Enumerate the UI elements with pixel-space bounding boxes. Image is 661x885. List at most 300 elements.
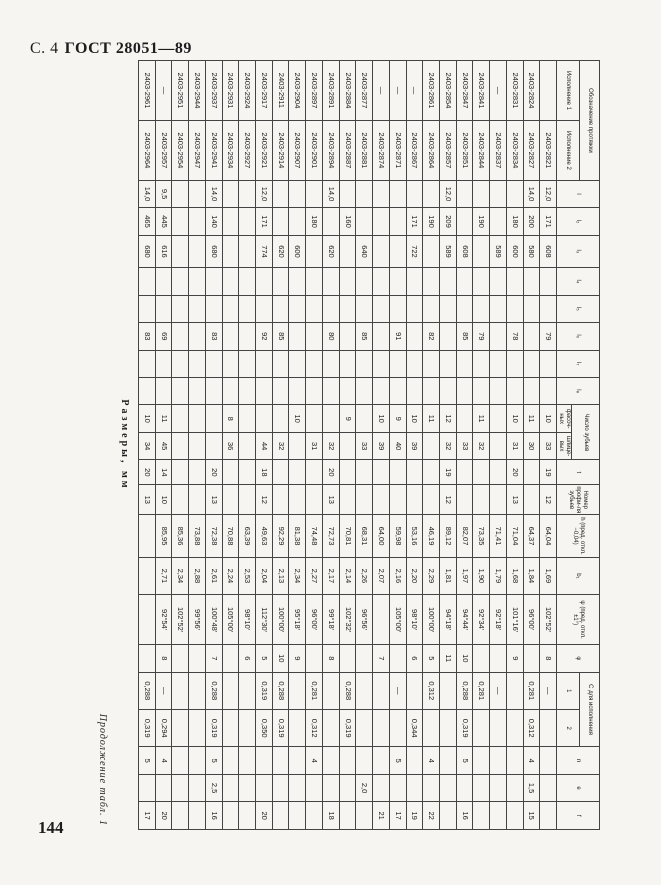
cell-chamfer <box>189 405 206 432</box>
cell-h: 64,04 <box>540 515 557 557</box>
col-l2-header: l₂ <box>557 208 600 235</box>
cell-f <box>189 802 206 830</box>
cell-f: 20 <box>155 802 172 830</box>
cell-b1: 2,34 <box>172 557 189 594</box>
cell-spline <box>339 432 356 459</box>
cell-l2: 160 <box>339 208 356 235</box>
cell-profile <box>222 485 239 515</box>
cell-l3: 722 <box>406 235 423 267</box>
standard-title: ГОСТ 28051—89 <box>64 40 192 57</box>
cell-l5 <box>373 295 390 322</box>
cell-profile <box>523 485 540 515</box>
cell-c1: 0,281 <box>306 672 323 709</box>
cell-n <box>439 747 456 774</box>
cell-l: 12,0 <box>540 180 557 207</box>
cell-phi: 11 <box>439 645 456 672</box>
cell-c1 <box>222 672 239 709</box>
cell-l3: 580 <box>523 235 540 267</box>
cell-l2 <box>356 208 373 235</box>
cell-l7 <box>256 350 273 377</box>
cell-exec1: — <box>155 61 172 121</box>
cell-phi: 10 <box>456 645 473 672</box>
cell-chamfer: 11 <box>155 405 172 432</box>
cell-exec1 <box>540 61 557 121</box>
table-row <box>406 61 423 830</box>
cell-l8 <box>406 377 423 404</box>
cell-l <box>239 180 256 207</box>
cell-l5 <box>490 295 507 322</box>
cell-phi: 8 <box>155 645 172 672</box>
cell-l4 <box>523 268 540 295</box>
designation-header: Обозначение протяжки <box>580 61 600 181</box>
cell-l3: 616 <box>155 235 172 267</box>
cell-profile <box>490 485 507 515</box>
cell-l2: 190 <box>423 208 440 235</box>
cell-l4 <box>423 268 440 295</box>
table-row <box>139 61 156 830</box>
cell-psi: 92°54' <box>155 595 172 645</box>
cell-exec1: — <box>389 61 406 121</box>
cell-exec1: — <box>406 61 423 121</box>
cell-l7 <box>373 350 390 377</box>
cell-spline: 32 <box>272 432 289 459</box>
cell-f: 19 <box>406 802 423 830</box>
cell-exec1: 2403-2931 <box>222 61 239 121</box>
cell-c1: — <box>540 672 557 709</box>
cell-n <box>540 747 557 774</box>
cell-h: 82,07 <box>456 515 473 557</box>
cell-l2 <box>389 208 406 235</box>
cell-exec1: 2403-2891 <box>322 61 339 121</box>
cell-phi: 8 <box>322 645 339 672</box>
cell-exec2: 2403-2867 <box>406 120 423 180</box>
cell-l <box>423 180 440 207</box>
table-row <box>373 61 390 830</box>
cell-t <box>306 460 323 485</box>
cell-h: 74,48 <box>306 515 323 557</box>
cell-e <box>172 774 189 801</box>
cell-h: 85,95 <box>155 515 172 557</box>
cell-spline <box>423 432 440 459</box>
cell-h: 70,88 <box>222 515 239 557</box>
cell-exec2: 2403-2914 <box>272 120 289 180</box>
cell-phi <box>389 645 406 672</box>
cell-exec2: 2403-2871 <box>389 120 406 180</box>
cell-l2 <box>272 208 289 235</box>
col-e-header: e <box>557 774 600 801</box>
cell-l5 <box>239 295 256 322</box>
cell-l7 <box>172 350 189 377</box>
cell-l8 <box>239 377 256 404</box>
cell-spline <box>205 432 222 459</box>
cell-l2: 209 <box>439 208 456 235</box>
cell-l5 <box>456 295 473 322</box>
cell-l6 <box>222 323 239 350</box>
table-continuation-label: Продолжение табл. 1 <box>97 713 108 826</box>
cell-l8 <box>456 377 473 404</box>
dimensions-table <box>138 60 600 830</box>
cell-f <box>172 802 189 830</box>
cell-spline <box>490 432 507 459</box>
cell-h: 64,37 <box>523 515 540 557</box>
cell-h: 71,41 <box>490 515 507 557</box>
cell-psi: 99°56' <box>189 595 206 645</box>
cell-h: 85,36 <box>172 515 189 557</box>
cell-l4 <box>205 268 222 295</box>
cell-psi: 102°32' <box>339 595 356 645</box>
cell-c2 <box>423 709 440 746</box>
cell-l8 <box>506 377 523 404</box>
cell-c1 <box>356 672 373 709</box>
cell-c2: 0,319 <box>339 709 356 746</box>
cell-spline <box>189 432 206 459</box>
cell-l2 <box>189 208 206 235</box>
cell-l4 <box>272 268 289 295</box>
cell-spline: 34 <box>139 432 156 459</box>
cell-profile: 12 <box>256 485 273 515</box>
cell-spline: 31 <box>506 432 523 459</box>
cell-l2: 171 <box>256 208 273 235</box>
cell-psi: 112°30' <box>256 595 273 645</box>
cell-t <box>222 460 239 485</box>
cell-l3: 680 <box>139 235 156 267</box>
cell-psi: 105°00' <box>389 595 406 645</box>
cell-l3 <box>339 235 356 267</box>
cell-profile: 13 <box>205 485 222 515</box>
cell-profile <box>306 485 323 515</box>
cell-t: 20 <box>506 460 523 485</box>
cell-n <box>506 747 523 774</box>
cell-c1: 0,288 <box>339 672 356 709</box>
cell-l5 <box>389 295 406 322</box>
cell-phi <box>523 645 540 672</box>
cell-e <box>439 774 456 801</box>
cell-profile <box>356 485 373 515</box>
cell-e <box>406 774 423 801</box>
cell-l4 <box>456 268 473 295</box>
exec1-header: Исполнение 1 <box>557 61 580 121</box>
cell-l5 <box>155 295 172 322</box>
cell-exec2: 2403-2921 <box>256 120 273 180</box>
table-row <box>339 61 356 830</box>
cell-e <box>456 774 473 801</box>
cell-l7 <box>506 350 523 377</box>
cell-e <box>373 774 390 801</box>
cell-f <box>272 802 289 830</box>
cell-e <box>540 774 557 801</box>
cell-n: 4 <box>155 747 172 774</box>
cell-c1 <box>289 672 306 709</box>
cell-l6: 83 <box>205 323 222 350</box>
cell-l6: 79 <box>473 323 490 350</box>
cell-spline: 33 <box>456 432 473 459</box>
table-row <box>205 61 222 830</box>
cell-chamfer: 10 <box>540 405 557 432</box>
cell-l6 <box>239 323 256 350</box>
cell-chamfer <box>256 405 273 432</box>
cell-phi: 10 <box>272 645 289 672</box>
c2-header: 2 <box>557 709 580 746</box>
cell-f: 17 <box>389 802 406 830</box>
table-row <box>456 61 473 830</box>
cell-l3 <box>473 235 490 267</box>
table-row <box>222 61 239 830</box>
cell-l4 <box>139 268 156 295</box>
cell-l4 <box>339 268 356 295</box>
cell-l6 <box>490 323 507 350</box>
cell-l2 <box>456 208 473 235</box>
cell-psi: 95°18' <box>289 595 306 645</box>
cell-l <box>373 180 390 207</box>
cell-exec2: 2403-2887 <box>339 120 356 180</box>
cell-profile <box>406 485 423 515</box>
cell-profile <box>473 485 490 515</box>
cell-b1: 2,20 <box>406 557 423 594</box>
cell-exec1: 2403-2824 <box>523 61 540 121</box>
cell-l <box>473 180 490 207</box>
table-row <box>356 61 373 830</box>
cell-f: 18 <box>322 802 339 830</box>
cell-c2 <box>239 709 256 746</box>
cell-e <box>272 774 289 801</box>
cell-l7 <box>356 350 373 377</box>
cell-e <box>239 774 256 801</box>
cell-l6 <box>406 323 423 350</box>
cell-exec1: 2403-2917 <box>256 61 273 121</box>
cell-exec1: — <box>490 61 507 121</box>
cell-l8 <box>289 377 306 404</box>
cell-l3 <box>423 235 440 267</box>
cell-l8 <box>155 377 172 404</box>
cell-n: 5 <box>205 747 222 774</box>
cell-exec2: 2403-2857 <box>439 120 456 180</box>
cell-c2 <box>172 709 189 746</box>
cell-profile <box>373 485 390 515</box>
cell-l <box>389 180 406 207</box>
cell-exec2: 2403-2844 <box>473 120 490 180</box>
cell-f <box>506 802 523 830</box>
cell-l4 <box>540 268 557 295</box>
cell-h: 81,38 <box>289 515 306 557</box>
cell-b1: 1,79 <box>490 557 507 594</box>
cell-l <box>289 180 306 207</box>
cell-l3 <box>373 235 390 267</box>
cell-chamfer <box>356 405 373 432</box>
cell-n <box>256 747 273 774</box>
cell-b1: 1,90 <box>473 557 490 594</box>
exec2-header: Исполнение 2 <box>557 120 580 180</box>
cell-c1 <box>239 672 256 709</box>
cell-exec1: 2403-2884 <box>339 61 356 121</box>
cell-l8 <box>322 377 339 404</box>
cell-c2: 0,312 <box>306 709 323 746</box>
cell-l3 <box>306 235 323 267</box>
cell-l5 <box>222 295 239 322</box>
cell-f <box>339 802 356 830</box>
cell-l5 <box>356 295 373 322</box>
cell-t <box>272 460 289 485</box>
cell-l2: 445 <box>155 208 172 235</box>
table-row <box>540 61 557 830</box>
cell-l <box>306 180 323 207</box>
col-t-header: t <box>557 460 600 485</box>
cell-n <box>322 747 339 774</box>
cell-n <box>222 747 239 774</box>
cell-l2: 200 <box>523 208 540 235</box>
col-l4-header: l₄ <box>557 268 600 295</box>
cell-l5 <box>139 295 156 322</box>
cell-chamfer: 9 <box>389 405 406 432</box>
cell-e <box>139 774 156 801</box>
cell-t <box>373 460 390 485</box>
cell-l <box>272 180 289 207</box>
cell-exec2: 2403-2954 <box>172 120 189 180</box>
cell-c2 <box>189 709 206 746</box>
cell-spline: 36 <box>222 432 239 459</box>
cell-spline: 33 <box>540 432 557 459</box>
cell-l3: 600 <box>506 235 523 267</box>
col-profile-header: Номер профи-ля зубьев <box>557 485 600 515</box>
cell-l7 <box>389 350 406 377</box>
cell-l2 <box>322 208 339 235</box>
cell-h: 53,16 <box>406 515 423 557</box>
cell-chamfer <box>322 405 339 432</box>
cell-c1 <box>406 672 423 709</box>
cell-t <box>356 460 373 485</box>
cell-l3: 600 <box>289 235 306 267</box>
cell-t <box>490 460 507 485</box>
cell-c2 <box>322 709 339 746</box>
cell-f <box>490 802 507 830</box>
cell-f <box>222 802 239 830</box>
col-b1-header: b₁ <box>557 557 600 594</box>
cell-l3: 608 <box>456 235 473 267</box>
cell-n: 4 <box>423 747 440 774</box>
cell-l8 <box>339 377 356 404</box>
cell-l8 <box>373 377 390 404</box>
cell-l6 <box>439 323 456 350</box>
cell-l5 <box>322 295 339 322</box>
cell-h: 73,35 <box>473 515 490 557</box>
cell-t <box>423 460 440 485</box>
cell-exec1: 2403-2924 <box>239 61 256 121</box>
cell-t <box>523 460 540 485</box>
cell-chamfer <box>490 405 507 432</box>
page-header-prefix: С. 4 <box>30 40 59 57</box>
cell-l4 <box>172 268 189 295</box>
cell-l: 12,0 <box>256 180 273 207</box>
cell-l7 <box>490 350 507 377</box>
cell-b1: 1,84 <box>523 557 540 594</box>
cell-l2 <box>239 208 256 235</box>
cell-b1: 2,88 <box>189 557 206 594</box>
cell-psi: 100°00' <box>272 595 289 645</box>
cell-profile <box>172 485 189 515</box>
cell-l5 <box>272 295 289 322</box>
cell-exec2: 2403-2894 <box>322 120 339 180</box>
cell-l3 <box>189 235 206 267</box>
cell-c2: 0,312 <box>523 709 540 746</box>
cell-psi: 98°10' <box>239 595 256 645</box>
cell-l2 <box>490 208 507 235</box>
table-caption: Размеры, мм <box>119 399 130 491</box>
cell-exec2: 2403-2941 <box>205 120 222 180</box>
cell-b1: 2,29 <box>423 557 440 594</box>
cell-b1: 2,26 <box>356 557 373 594</box>
cell-h: 72,38 <box>205 515 222 557</box>
cell-l6: 79 <box>540 323 557 350</box>
cell-profile: 12 <box>439 485 456 515</box>
cell-l6: 85 <box>272 323 289 350</box>
cell-phi <box>222 645 239 672</box>
cell-c2: 0,294 <box>155 709 172 746</box>
cell-phi: 7 <box>373 645 390 672</box>
cell-chamfer <box>239 405 256 432</box>
cell-l8 <box>189 377 206 404</box>
cell-l4 <box>239 268 256 295</box>
cell-b1: 2,61 <box>205 557 222 594</box>
cell-h: 59,98 <box>389 515 406 557</box>
cell-n <box>289 747 306 774</box>
cell-exec1: 2403-2847 <box>456 61 473 121</box>
cell-phi: 9 <box>506 645 523 672</box>
cell-spline: 31 <box>306 432 323 459</box>
cell-l: 14,0 <box>205 180 222 207</box>
cell-psi: 101°16' <box>506 595 523 645</box>
cell-l7 <box>289 350 306 377</box>
cell-c2: 0,319 <box>456 709 473 746</box>
cell-exec1: — <box>373 61 390 121</box>
col-phi-header: φ <box>557 645 600 672</box>
cell-l3: 680 <box>205 235 222 267</box>
cell-exec2: 2403-2851 <box>456 120 473 180</box>
cell-n <box>189 747 206 774</box>
cell-exec1: 2403-2904 <box>289 61 306 121</box>
cell-chamfer: 10 <box>289 405 306 432</box>
cell-spline <box>172 432 189 459</box>
cell-spline <box>239 432 256 459</box>
cell-l6 <box>306 323 323 350</box>
cell-c2: 0,319 <box>272 709 289 746</box>
cell-l5 <box>406 295 423 322</box>
cell-f <box>239 802 256 830</box>
cell-l3: 774 <box>256 235 273 267</box>
cell-chamfer <box>205 405 222 432</box>
cell-l4 <box>322 268 339 295</box>
cell-l7 <box>456 350 473 377</box>
cell-spline: 39 <box>373 432 390 459</box>
cell-l2: 171 <box>406 208 423 235</box>
cell-l6 <box>373 323 390 350</box>
cell-l6 <box>523 323 540 350</box>
cell-e <box>423 774 440 801</box>
cell-psi: 100°00' <box>423 595 440 645</box>
spline-teeth-header: шлице-вых <box>557 432 572 459</box>
cell-l5 <box>339 295 356 322</box>
cell-profile <box>239 485 256 515</box>
cell-psi: 96°00' <box>523 595 540 645</box>
cell-chamfer: 10 <box>139 405 156 432</box>
cell-e <box>189 774 206 801</box>
cell-l7 <box>540 350 557 377</box>
cell-h: 71,04 <box>506 515 523 557</box>
cell-profile <box>456 485 473 515</box>
cell-c2: 0,350 <box>256 709 273 746</box>
cell-l7 <box>322 350 339 377</box>
cell-l4 <box>155 268 172 295</box>
cell-l4 <box>439 268 456 295</box>
cell-t: 18 <box>256 460 273 485</box>
